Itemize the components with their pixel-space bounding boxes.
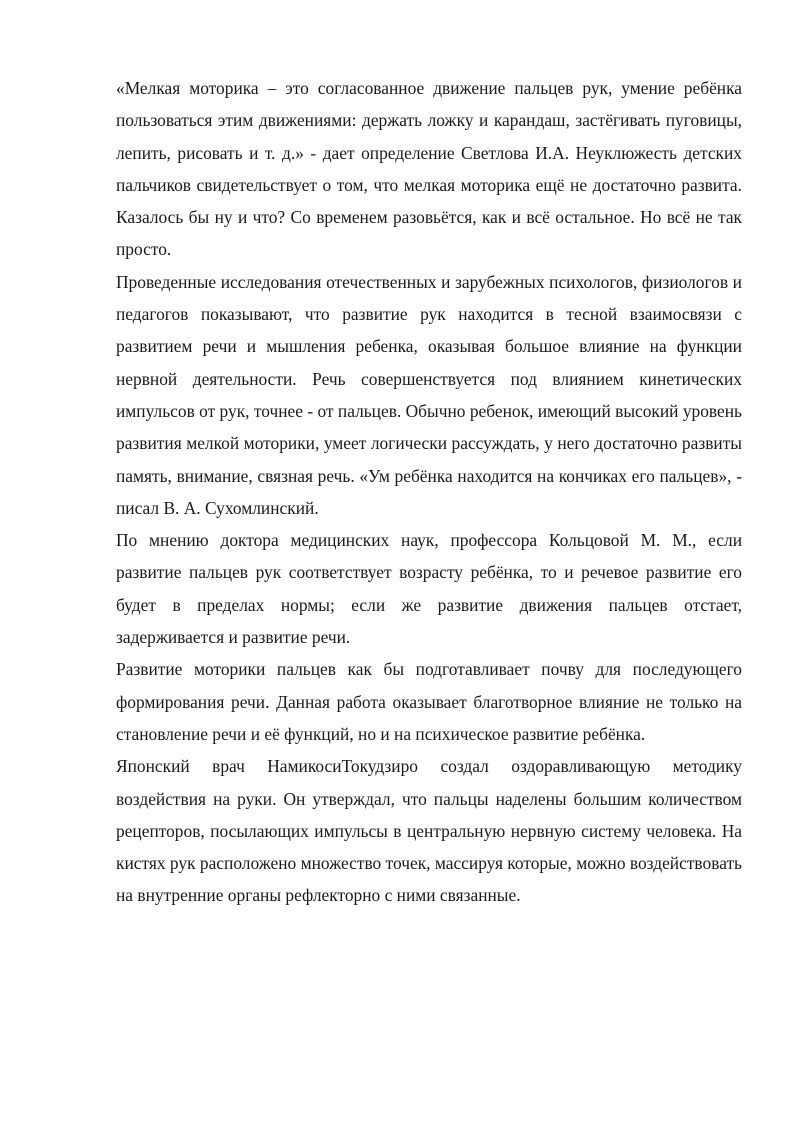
paragraph-japanese-doctor: Японский врач НамикосиТокудзиро создал оздоравливающую методику воздействия на руки. Он утверждал, что пальцы наделены большим количеством рецепторов, посылающих импульсы в центральную нервную систему человека. На кистях рук расположено множество точек, массируя которые, можно воздействовать на внутренние органы рефлекторно с ними связанные. [116, 756, 742, 906]
paragraph-research: Проведенные исследования отечественных и зарубежных психологов, физиологов и педагогов показывают, что развитие рук находится в тесной взаимосвязи с развитием речи и мышления ребенка, оказывая большое влияние на функции нервной деятельности. Речь совершенствуется под влиянием кинетических импульсов от рук, точнее - от пальцев. Обычно ребенок, имеющий высокий уровень развития мелкой моторики, умеет логически рассуждать, у него достаточно развиты память, внимание, связная речь. «Ум ребёнка находится на кончиках его пальцев», - писал В. А. Сухомлинский. [116, 271, 742, 518]
document-page [116, 72, 742, 912]
paragraph-motor-development: Развитие моторики пальцев как бы подготавливает почву для последующего формирования речи. Данная работа оказывает благотворное влияние не только на становление речи и её функций, но и на психическое развитие ребёнка. [116, 659, 742, 744]
paragraph-koltsova-opinion: По мнению доктора медицинских наук, профессора Кольцовой М. М., если развитие пальцев рук соответствует возрасту ребёнка, то и речевое развитие его будет в пределах нормы; если же развитие движения пальцев отстает, задерживается и развитие речи. [116, 530, 742, 648]
paragraph-fine-motor-definition: «Мелкая моторика – это согласованное движение пальцев рук, умение ребёнка пользоваться этим движениями: держать ложку и карандаш, застёгивать пуговицы, лепить, рисовать и т. д.» - дает определение Светлова И.А. Неуклюжесть детских пальчиков свидетельствует о том, что мелкая моторика ещё не достаточно развита. Казалось бы ну и что? Со временем разовьётся, как и всё остальное. Но всё не так просто. [116, 78, 742, 260]
